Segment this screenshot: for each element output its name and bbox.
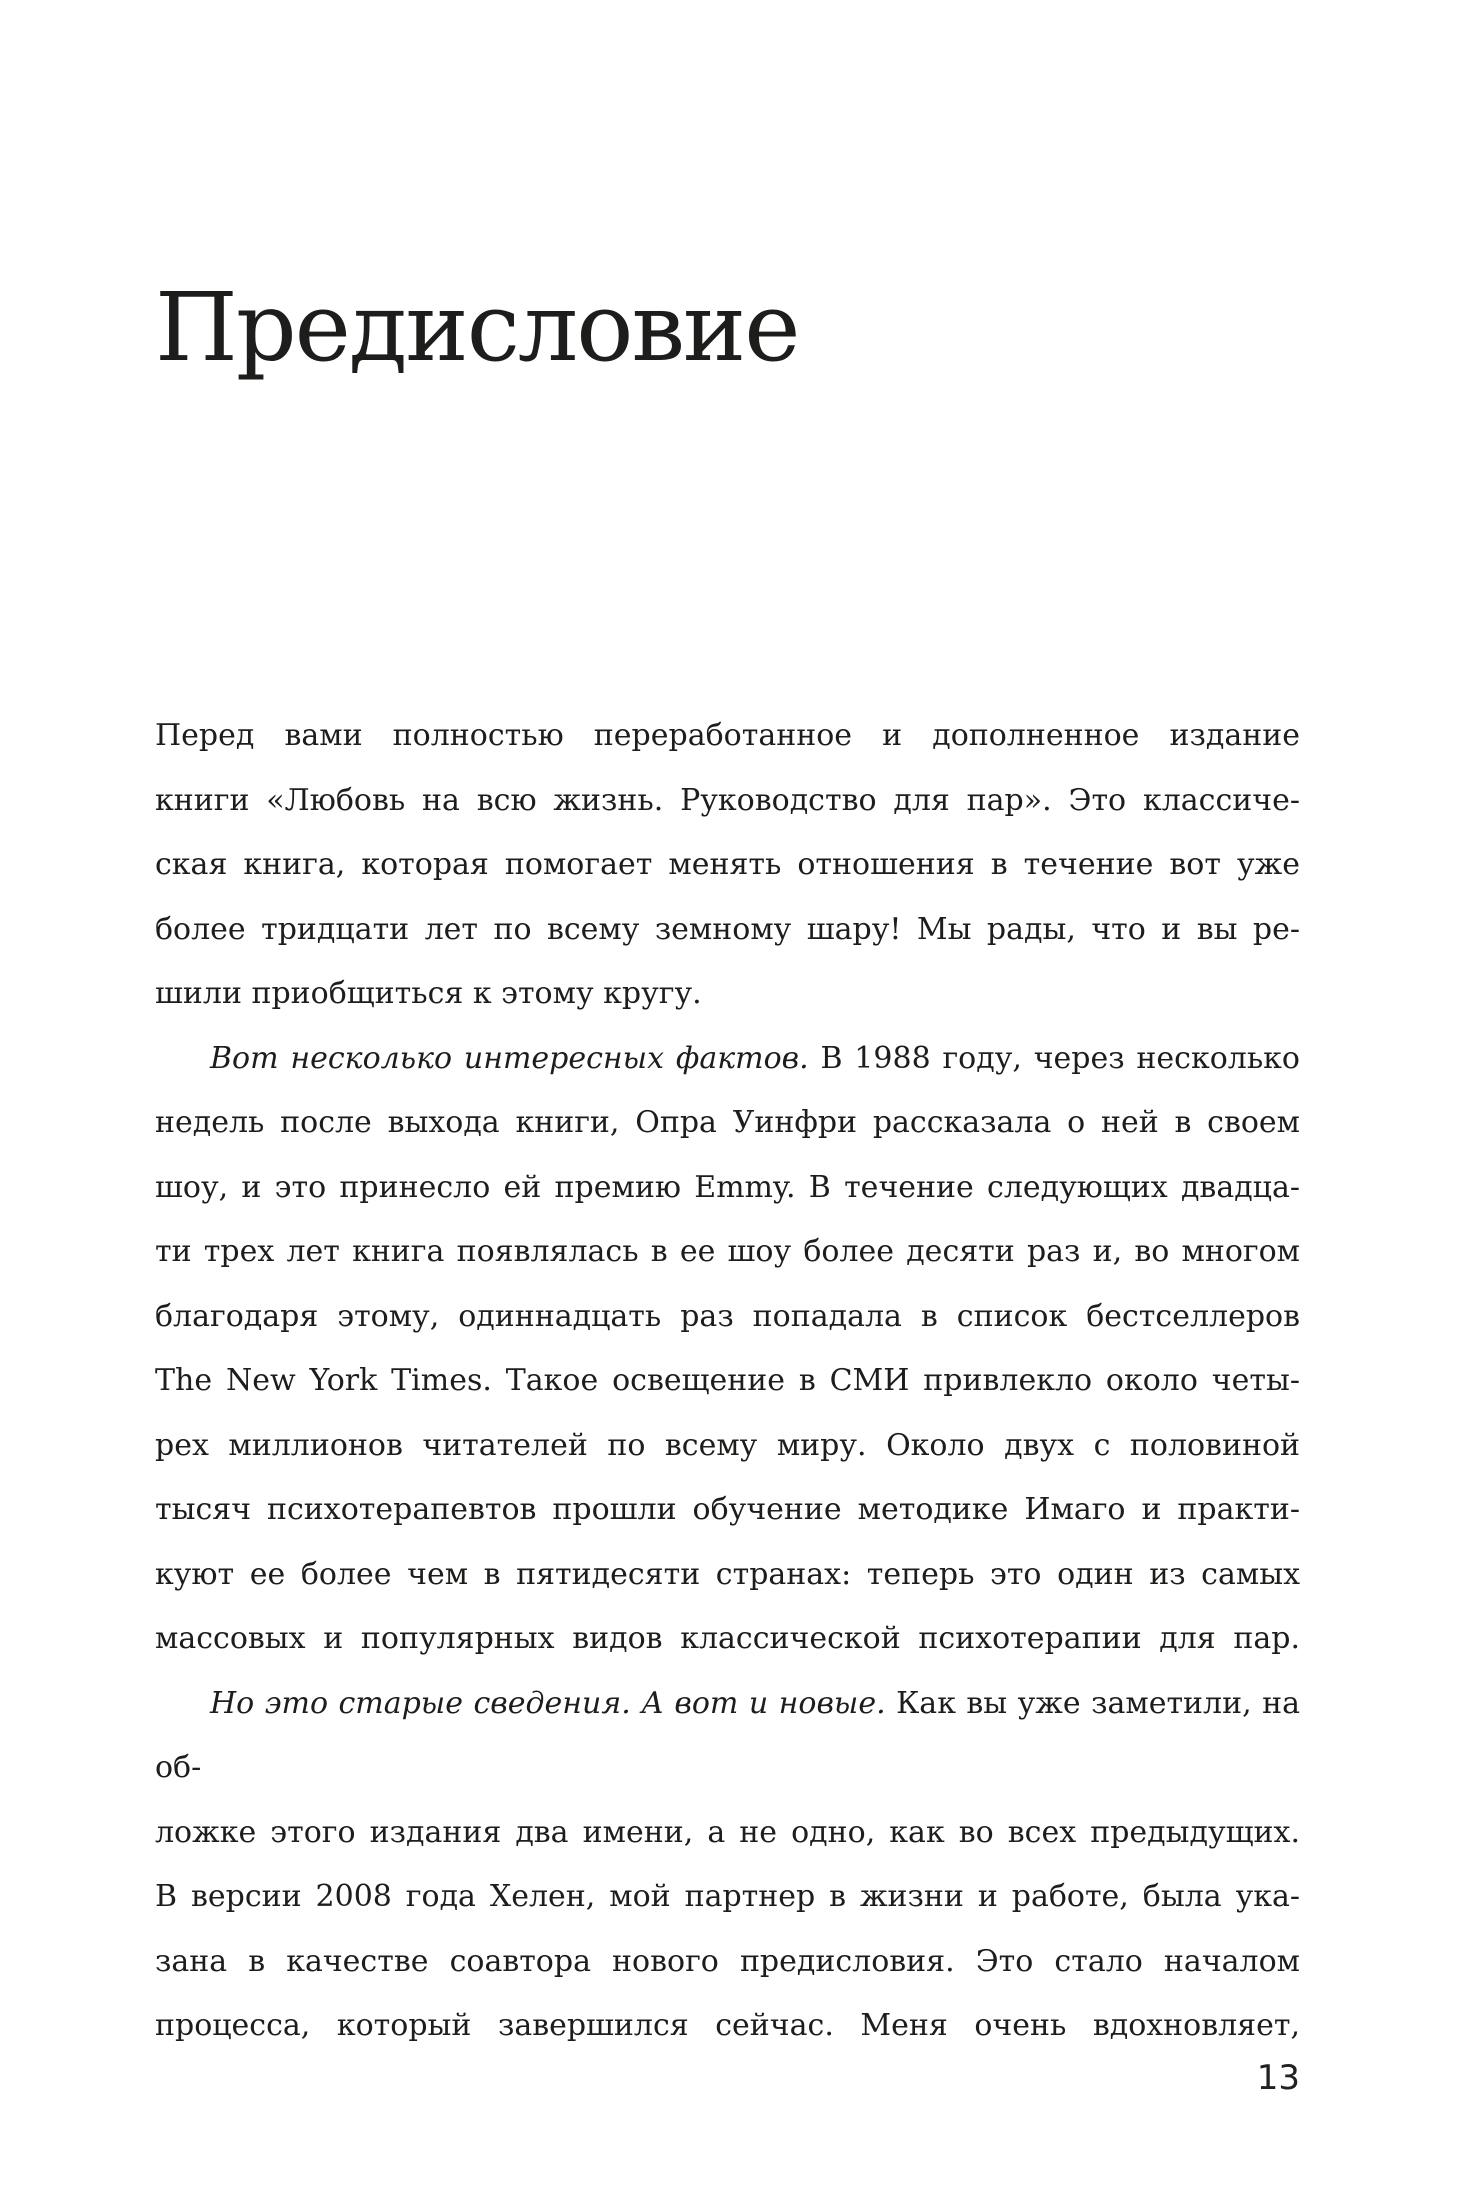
chapter-title: Предисловие — [155, 273, 799, 383]
regular-text: В 1988 году, через несколько — [808, 1040, 1300, 1076]
text-line — [155, 1865, 1300, 1930]
text-line — [155, 833, 1300, 898]
regular-text: The New York Times. Такое освещение в СМИ привлекло около четы- — [155, 1363, 1300, 1398]
paragraph — [155, 1027, 1300, 1672]
text-line — [155, 962, 1300, 1027]
italic-text: Вот несколько интересных фактов. — [210, 1040, 809, 1076]
text-line — [155, 769, 1300, 834]
regular-text: тысяч психотерапевтов прошли обучение методике Имаго и практи- — [155, 1492, 1300, 1527]
text-line — [155, 704, 1300, 769]
text-line — [155, 1349, 1300, 1414]
text-line — [155, 898, 1300, 963]
regular-text: недель после выхода книги, Опра Уинфри рассказала о ней в своем — [155, 1105, 1300, 1140]
text-line — [155, 1672, 1300, 1801]
regular-text: зана в качестве соавтора нового предисловия. Это стало началом — [155, 1943, 1300, 1979]
regular-text: шоу, и это принесло ей премию Emmy. В течение следующих двадца- — [155, 1169, 1300, 1205]
regular-text: Как вы уже заметили, на об- — [155, 1685, 1300, 1785]
text-line — [155, 1801, 1300, 1866]
regular-text: массовых и популярных видов классической психотерапии для пар. — [155, 1621, 1300, 1656]
regular-text: ложке этого издания два имени, а не одно, как во всех предыдущих. — [155, 1814, 1300, 1850]
text-line — [155, 1994, 1300, 2059]
text-line — [155, 1414, 1300, 1479]
text-line — [155, 1091, 1300, 1156]
regular-text: шили приобщиться к этому кругу. — [155, 976, 702, 1011]
text-line — [155, 1478, 1300, 1543]
page-number: 13 — [1256, 2058, 1300, 2098]
regular-text: благодаря этому, одиннадцать раз попадала в список бестселлеров — [155, 1298, 1300, 1334]
text-line — [155, 1543, 1300, 1608]
regular-text: ская книга, которая помогает менять отношения в течение вот уже — [155, 847, 1300, 882]
regular-text: более тридцати лет по всему земному шару! Мы рады, что и вы ре- — [155, 911, 1300, 947]
text-line — [155, 1285, 1300, 1350]
text-line — [155, 1027, 1300, 1092]
regular-text: Перед вами полностью переработанное и дополненное издание — [155, 718, 1300, 753]
text-line — [155, 1930, 1300, 1995]
regular-text: книги «Любовь на всю жизнь. Руководство для пар». Это классиче- — [155, 782, 1300, 818]
italic-text: Но это старые сведения. А вот и новые. — [210, 1685, 886, 1721]
text-line — [155, 1220, 1300, 1285]
regular-text: рех миллионов читателей по всему миру. Около двух с половиной — [155, 1427, 1300, 1463]
paragraph — [155, 1672, 1300, 2059]
regular-text: В версии 2008 года Хелен, мой партнер в жизни и работе, была ука- — [155, 1879, 1300, 1914]
regular-text: ти трех лет книга появлялась в ее шоу более десяти раз и, во многом — [155, 1234, 1300, 1269]
paragraph — [155, 704, 1300, 1027]
regular-text: процесса, который завершился сейчас. Меня очень вдохновляет, — [155, 2008, 1300, 2043]
body-text — [155, 704, 1300, 2059]
text-line — [155, 1607, 1300, 1672]
text-line — [155, 1156, 1300, 1221]
regular-text: куют ее более чем в пятидесяти странах: теперь это один из самых — [155, 1556, 1300, 1592]
